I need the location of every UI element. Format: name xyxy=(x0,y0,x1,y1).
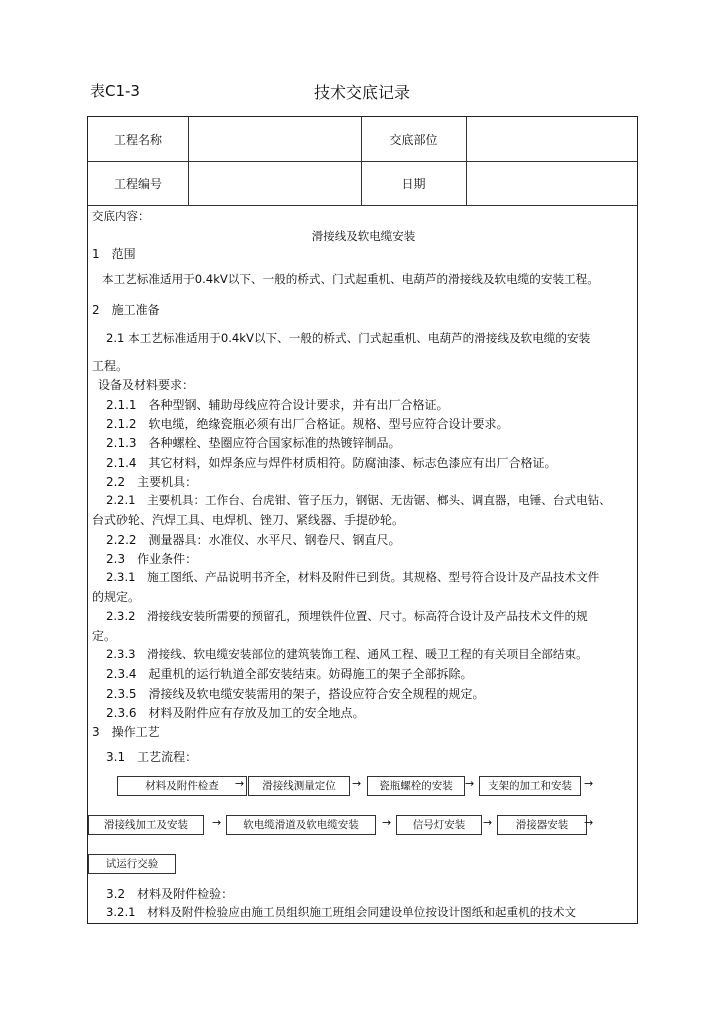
item-2-1-4: 2.1.4 其它材料，如焊条应与焊件材质相符。防腐油漆、标志色漆应有出厂合格证。 xyxy=(106,456,557,470)
flow-step-trial-run: 试运行交验 xyxy=(88,854,176,874)
flow-arrow: → xyxy=(584,816,594,829)
item-2-1-1: 2.1.1 各种型钢、辅助母线应符合设计要求，并有出厂合格证。 xyxy=(106,398,449,412)
date-label: 日期 xyxy=(401,177,426,191)
item-2-3-4: 2.3.4 起重机的运行轨道全部安装结束。妨碍施工的架子全部拆除。 xyxy=(106,667,473,681)
col-divider xyxy=(466,117,467,205)
item-2-1-3: 2.1.3 各种螺栓、垫圈应符合国家标准的热镀锌制品。 xyxy=(106,436,401,450)
flow-arrow: → xyxy=(465,777,475,790)
flow-arrow: → xyxy=(483,816,493,829)
item-2-2-1-line2: 台式砂轮、汽焊工具、电焊机、锉刀、紧线器、手提砂轮。 xyxy=(92,513,405,527)
item-2-2-2: 2.2.2 测量器具：水准仪、水平尺、钢卷尺、钢直尺。 xyxy=(106,533,401,547)
flow-arrow: → xyxy=(212,816,222,829)
section-2-1-line2: 工程。 xyxy=(92,359,129,373)
flow-step-material-check: 材料及附件检查 xyxy=(117,776,247,796)
content-subtitle: 滑接线及软电缆安装 xyxy=(311,229,416,243)
row-divider xyxy=(88,205,637,206)
item-2-3-3: 2.3.3 滑接线、软电缆安装部位的建筑装饰工程、通风工程、暖卫工程的有关项目全部结束。 xyxy=(106,647,588,661)
section-2-heading: 2 施工准备 xyxy=(92,303,160,317)
section-1-heading: 1 范围 xyxy=(92,247,136,261)
flow-step-signal-light: 信号灯安装 xyxy=(396,815,482,835)
flow-step-line-fabrication: 滑接线加工及安装 xyxy=(88,815,204,835)
disclosure-record-table xyxy=(87,116,638,924)
item-2-2-1-line1: 2.2.1 主要机具：工作台、台虎钳、管子压力，钢锯、无齿锯、榔头、调直器，电锤、台式电钻、 xyxy=(106,493,611,507)
section-1-paragraph: 本工艺标准适用于0.4kV以下、一般的桥式、门式起重机、电葫芦的滑接线及软电缆的安装工程。 xyxy=(102,272,599,286)
item-3-2-1: 3.2.1 材料及附件检验应由施工员组织施工班组会同建设单位按设计图纸和起重机的技术文 xyxy=(106,905,577,919)
item-2-3-2-line2: 定。 xyxy=(92,629,117,643)
location-label: 交底部位 xyxy=(389,133,438,147)
document-title: 技术交底记录 xyxy=(313,83,410,102)
item-3-2: 3.2 材料及附件检验： xyxy=(106,887,234,901)
item-2-3-2-line1: 2.3.2 滑接线安装所需要的预留孔，预埋铁件位置、尺寸。标高符合设计及产品技术文件的规 xyxy=(106,609,588,623)
item-2-1-2: 2.1.2 软电缆，绝缘瓷瓶必须有出厂合格证。规格、型号应符合设计要求。 xyxy=(106,417,509,431)
flow-arrow: → xyxy=(382,816,392,829)
flow-step-line-survey: 滑接线测量定位 xyxy=(248,776,350,796)
row-divider xyxy=(88,161,637,162)
flow-arrow: → xyxy=(352,777,362,790)
section-3-heading: 3 操作工艺 xyxy=(92,725,160,739)
item-2-3-1-line2: 的规定。 xyxy=(92,590,141,604)
item-3-1: 3.1 工艺流程： xyxy=(106,750,198,764)
item-2-3-5: 2.3.5 滑接线及软电缆安装需用的架子，搭设应符合安全规程的规定。 xyxy=(106,687,485,701)
project-name-label: 工程名称 xyxy=(113,133,162,147)
flow-step-collector-install: 滑接器安装 xyxy=(497,815,587,835)
section-2-1-line1: 2.1 本工艺标准适用于0.4kV以下、一般的桥式、门式起重机、电葫芦的滑接线及软电缆的安装 xyxy=(106,331,591,345)
col-divider xyxy=(188,117,189,205)
content-label: 交底内容： xyxy=(92,209,150,223)
item-2-2: 2.2 主要机具： xyxy=(106,475,198,489)
item-2-3-1-line1: 2.3.1 施工图纸、产品说明书齐全，材料及附件已到货。其规格、型号符合设计及产品技术文件 xyxy=(106,570,600,584)
flow-step-insulator-bolts: 瓷瓶螺栓的安装 xyxy=(367,776,465,796)
flow-arrow: → xyxy=(235,777,245,790)
project-number-label: 工程编号 xyxy=(113,177,162,191)
form-number: 表C1-3 xyxy=(90,82,140,100)
flow-step-bracket-install: 支架的加工和安装 xyxy=(479,776,581,796)
equipment-heading: 设备及材料要求： xyxy=(98,378,195,392)
item-2-3: 2.3 作业条件： xyxy=(106,552,198,566)
flow-step-cable-install: 软电缆滑道及软电缆安装 xyxy=(226,815,376,835)
item-2-3-6: 2.3.6 材料及附件应有存放及加工的安全地点。 xyxy=(106,706,365,720)
flow-arrow: → xyxy=(584,777,594,790)
